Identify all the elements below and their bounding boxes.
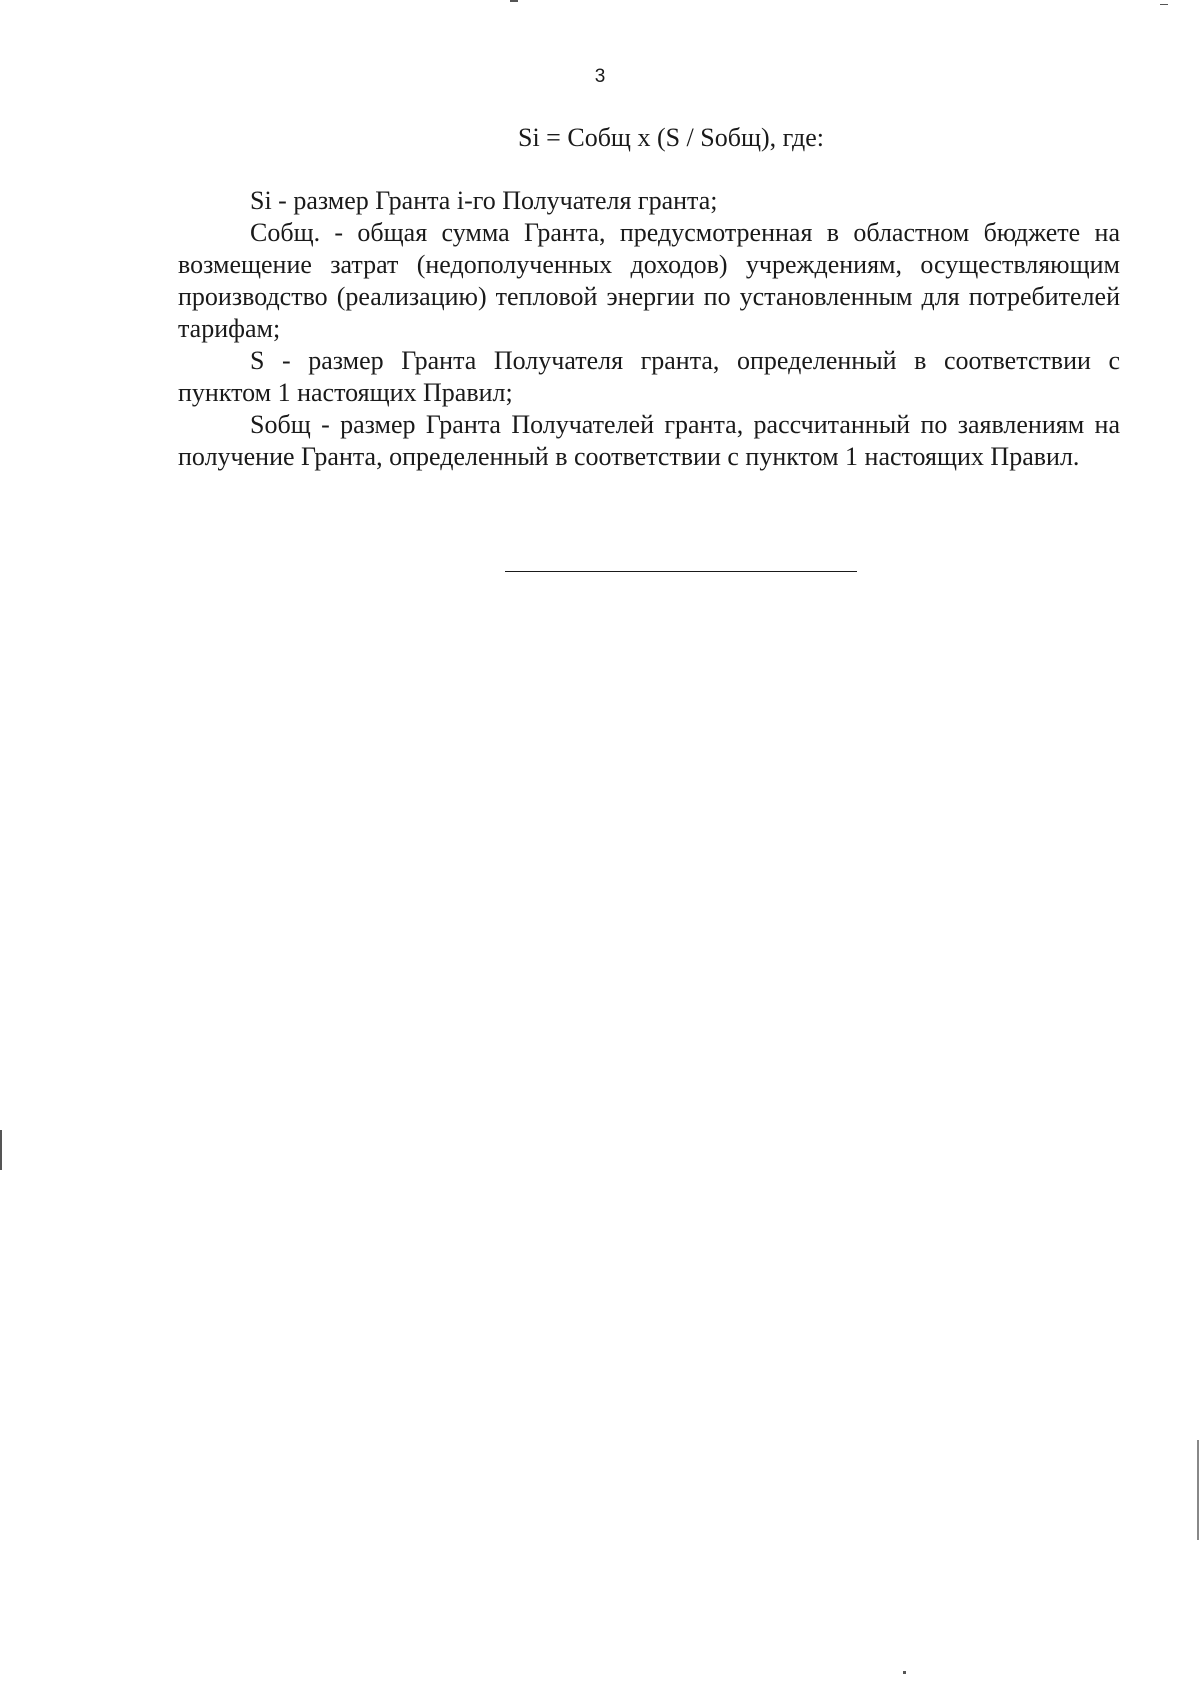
- scan-mark-right: [1197, 1440, 1199, 1540]
- page-number: 3: [594, 66, 606, 87]
- formula: Si = Cобщ x (S / Sобщ), где:: [518, 123, 825, 152]
- definition-si: Si - размер Гранта i-го Получателя гранта;: [250, 186, 718, 215]
- definition-s: S - размер Гранта Получателя гранта, определенный в соответствии с пунктом 1 настоящих Правил;: [178, 346, 1120, 407]
- scan-mark-bottom: [903, 1671, 906, 1674]
- definition-s-total: Sобщ - размер Гранта Получателей гранта, рассчитанный по заявлениям на получение Гранта, определенный в соответствии с пунктом 1 настоящих Правил.: [178, 410, 1120, 471]
- scan-mark-top-right: [1160, 4, 1168, 5]
- definitions-block: [178, 185, 1120, 473]
- closing-rule: [505, 571, 857, 572]
- scan-mark-left: [0, 1130, 2, 1170]
- scan-mark-top: [510, 0, 518, 2]
- definition-c-total: Cобщ. - общая сумма Гранта, предусмотренная в областном бюджете на возмещение затрат (недополученных доходов) учреждениям, осуществляющим производство (реализацию) тепловой энергии по установленным для потребителей тарифам;: [178, 218, 1120, 343]
